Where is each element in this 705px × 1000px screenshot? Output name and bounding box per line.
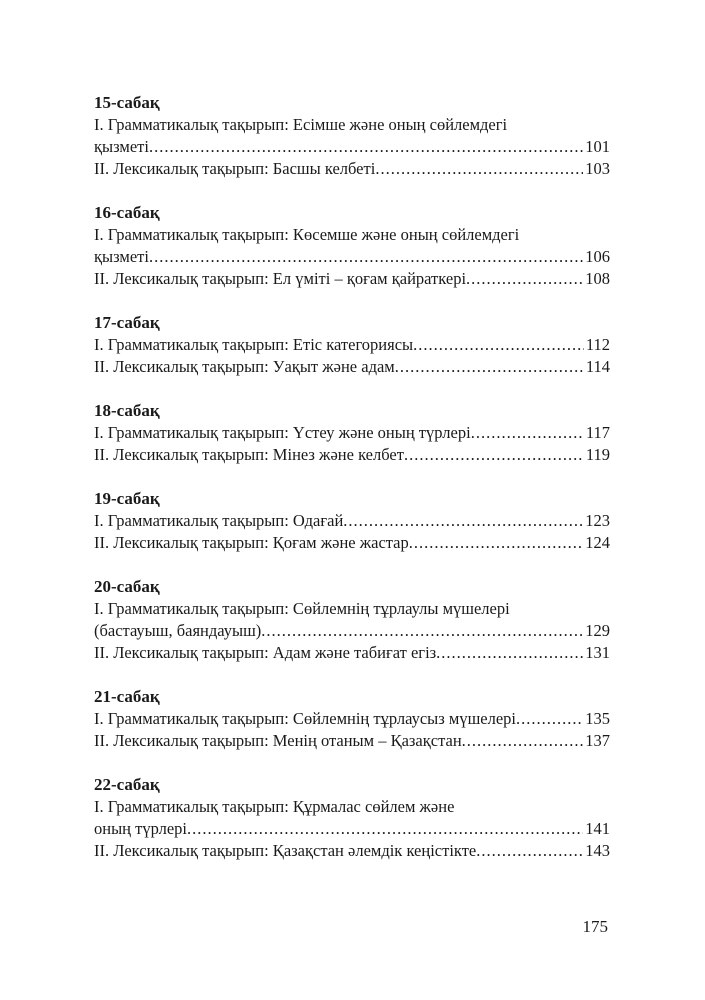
dot-leader [413, 334, 584, 356]
entry-heading-line: І. Грамматикалық тақырып: Құрмалас сөйлем және [94, 797, 455, 816]
toc-entry[interactable] [94, 158, 610, 180]
entry-heading-line: І. Грамматикалық тақырып: Есімше және оның сөйлемдегі [94, 115, 508, 134]
entry-page-ref: 101 [585, 137, 610, 156]
entry-page-ref: 117 [585, 423, 610, 442]
entry-text: ІІ. Лексикалық тақырып: Қоғам және жастар [94, 533, 409, 552]
entry-text: І. Грамматикалық тақырып: Етіс категориясы [94, 335, 414, 354]
entry-heading-line: І. Грамматикалық тақырып: Көсемше және оның сөйлемдегі [94, 225, 520, 244]
lesson-title: 22-сабақ [94, 775, 160, 794]
table-of-contents [94, 92, 610, 884]
dot-leader [149, 136, 583, 158]
dot-leader [187, 818, 583, 840]
toc-entry[interactable] [94, 422, 610, 444]
entry-page-ref: 129 [585, 621, 610, 640]
page-number: 175 [582, 917, 608, 936]
lesson-title: 21-сабақ [94, 687, 160, 706]
entry-page-ref: 112 [585, 335, 610, 354]
entry-text: ІІ. Лексикалық тақырып: Қазақстан әлемдік кеңістікте [94, 841, 477, 860]
entry-page-ref: 143 [585, 841, 610, 860]
lesson-title: 17-сабақ [94, 313, 160, 332]
toc-entry[interactable] [94, 840, 610, 862]
toc-entry[interactable] [94, 796, 610, 840]
toc-entry[interactable] [94, 224, 610, 268]
entry-page-ref: 141 [585, 819, 610, 838]
lesson-section [94, 686, 610, 752]
dot-leader [436, 642, 583, 664]
dot-leader [343, 510, 583, 532]
entry-page-ref: 119 [585, 445, 610, 464]
dot-leader [149, 246, 583, 268]
dot-leader [471, 422, 584, 444]
toc-entry[interactable] [94, 444, 610, 466]
entry-page-ref: 131 [585, 643, 610, 662]
lesson-title: 20-сабақ [94, 577, 160, 596]
entry-text: І. Грамматикалық тақырып: Үстеу және оның түрлері [94, 423, 471, 442]
dot-leader [261, 620, 583, 642]
entry-text: ІІ. Лексикалық тақырып: Ел үміті – қоғам қайраткері [94, 269, 467, 288]
toc-entry[interactable] [94, 334, 610, 356]
lesson-section [94, 774, 610, 862]
lesson-section [94, 576, 610, 664]
entry-text: қызметі [94, 247, 149, 266]
entry-text: (бастауыш, баяндауыш) [94, 621, 262, 640]
dot-leader [375, 158, 583, 180]
toc-entry[interactable] [94, 532, 610, 554]
toc-entry[interactable] [94, 114, 610, 158]
entry-page-ref: 124 [585, 533, 610, 552]
lesson-title: 18-сабақ [94, 401, 160, 420]
entry-page-ref: 137 [585, 731, 610, 750]
lesson-section [94, 488, 610, 554]
dot-leader [516, 708, 583, 730]
entry-text: І. Грамматикалық тақырып: Сөйлемнің тұрлаусыз мүшелері [94, 709, 517, 728]
entry-heading-line: І. Грамматикалық тақырып: Сөйлемнің тұрлаулы мүшелері [94, 599, 510, 618]
lesson-section [94, 400, 610, 466]
toc-entry[interactable] [94, 268, 610, 290]
toc-entry[interactable] [94, 730, 610, 752]
entry-page-ref: 106 [585, 247, 610, 266]
lesson-section [94, 92, 610, 180]
toc-entry[interactable] [94, 356, 610, 378]
lesson-section [94, 202, 610, 290]
entry-text: І. Грамматикалық тақырып: Одағай [94, 511, 344, 530]
dot-leader [476, 840, 583, 862]
entry-page-ref: 108 [585, 269, 610, 288]
dot-leader [404, 444, 584, 466]
entry-page-ref: 123 [585, 511, 610, 530]
toc-entry[interactable] [94, 708, 610, 730]
entry-text: оның түрлері [94, 819, 188, 838]
entry-text: ІІ. Лексикалық тақырып: Уақыт және адам [94, 357, 395, 376]
lesson-title: 19-сабақ [94, 489, 160, 508]
entry-text: қызметі [94, 137, 149, 156]
entry-text: ІІ. Лексикалық тақырып: Менің отаным – Қазақстан [94, 731, 462, 750]
lesson-title: 16-сабақ [94, 203, 160, 222]
entry-text: ІІ. Лексикалық тақырып: Мінез және келбет [94, 445, 404, 464]
lesson-section [94, 312, 610, 378]
dot-leader [462, 730, 584, 752]
dot-leader [466, 268, 583, 290]
dot-leader [395, 356, 584, 378]
lesson-title: 15-сабақ [94, 93, 160, 112]
toc-entry[interactable] [94, 598, 610, 642]
toc-entry[interactable] [94, 642, 610, 664]
entry-page-ref: 114 [585, 357, 610, 376]
entry-page-ref: 135 [585, 709, 610, 728]
toc-entry[interactable] [94, 510, 610, 532]
entry-text: ІІ. Лексикалық тақырып: Адам және табиғат егіз [94, 643, 437, 662]
dot-leader [409, 532, 583, 554]
entry-text: ІІ. Лексикалық тақырып: Басшы келбеті [94, 159, 376, 178]
entry-page-ref: 103 [585, 159, 610, 178]
